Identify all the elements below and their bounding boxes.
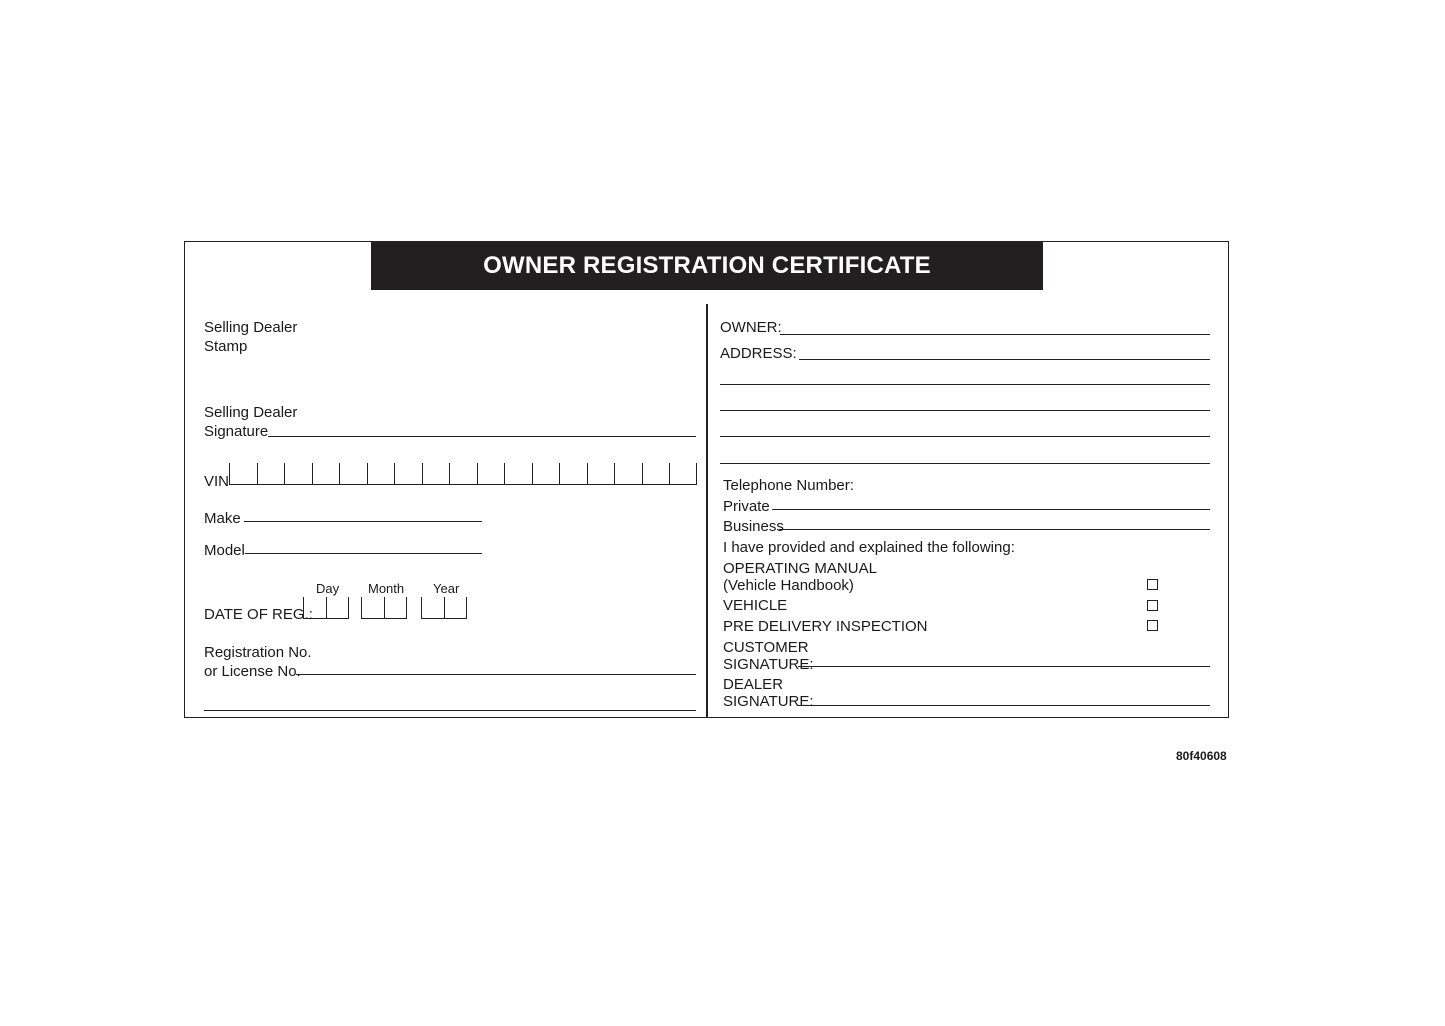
customer-signature-label-2: SIGNATURE: xyxy=(723,656,814,673)
customer-signature-label-1: CUSTOMER xyxy=(723,639,809,656)
address-line-1[interactable] xyxy=(799,359,1210,360)
registration-label-1: Registration No. xyxy=(204,644,312,661)
date-year-box-2[interactable] xyxy=(444,597,467,619)
dealer-signature-label-2: Signature xyxy=(204,423,269,440)
address-line-2[interactable] xyxy=(720,384,1210,385)
vin-box[interactable] xyxy=(504,463,533,485)
dealer-signature-label-1: Selling Dealer xyxy=(204,404,298,421)
make-line[interactable] xyxy=(244,521,482,522)
date-day-box-2[interactable] xyxy=(326,597,349,619)
business-label: Business xyxy=(723,518,784,535)
telephone-label: Telephone Number: xyxy=(723,477,854,494)
registration-line[interactable] xyxy=(296,674,696,675)
address-line-5[interactable] xyxy=(720,463,1210,464)
model-line[interactable] xyxy=(245,553,482,554)
make-label: Make xyxy=(204,510,241,527)
vin-box[interactable] xyxy=(284,463,313,485)
vin-box[interactable] xyxy=(532,463,561,485)
vehicle-label: VEHICLE xyxy=(723,597,788,614)
date-of-reg-label: DATE OF REG.: xyxy=(204,606,313,623)
vin-box[interactable] xyxy=(642,463,671,485)
document-code: 80f40608 xyxy=(1176,749,1227,763)
address-line-3[interactable] xyxy=(720,410,1210,411)
dealer-stamp-label-2: Stamp xyxy=(204,338,248,355)
customer-signature-line[interactable] xyxy=(798,666,1210,667)
vin-box[interactable] xyxy=(367,463,396,485)
operating-manual-checkbox[interactable] xyxy=(1147,579,1158,590)
registration-line-2[interactable] xyxy=(204,710,696,711)
vin-box[interactable] xyxy=(312,463,341,485)
date-month-box-1[interactable] xyxy=(361,597,384,619)
vehicle-checkbox[interactable] xyxy=(1147,600,1158,611)
vin-label: VIN xyxy=(204,473,230,490)
vin-box[interactable] xyxy=(422,463,451,485)
pdi-label: PRE DELIVERY INSPECTION xyxy=(723,618,928,635)
date-month-box-2[interactable] xyxy=(384,597,407,619)
dealer-stamp-label-1: Selling Dealer xyxy=(204,319,298,336)
dealer-signature-right-label-1: DEALER xyxy=(723,676,784,693)
center-divider xyxy=(706,304,708,718)
operating-manual-label-2: (Vehicle Handbook) xyxy=(723,577,854,594)
vin-box[interactable] xyxy=(669,463,697,485)
date-day-header: Day xyxy=(316,581,340,596)
provided-text: I have provided and explained the following: xyxy=(723,539,1015,556)
pdi-checkbox[interactable] xyxy=(1147,620,1158,631)
operating-manual-label-1: OPERATING MANUAL xyxy=(723,560,877,577)
vin-box[interactable] xyxy=(559,463,588,485)
dealer-signature-right-line[interactable] xyxy=(798,705,1210,706)
address-line-4[interactable] xyxy=(720,436,1210,437)
vin-box[interactable] xyxy=(449,463,478,485)
dealer-signature-line[interactable] xyxy=(268,436,696,437)
vin-box[interactable] xyxy=(477,463,506,485)
vin-box[interactable] xyxy=(229,463,258,485)
address-label: ADDRESS: xyxy=(720,345,797,362)
model-label: Model xyxy=(204,542,245,559)
private-phone-line[interactable] xyxy=(772,509,1210,510)
owner-label: OWNER: xyxy=(720,319,782,336)
vin-box[interactable] xyxy=(257,463,286,485)
business-phone-line[interactable] xyxy=(779,529,1210,530)
dealer-signature-right-label-2: SIGNATURE: xyxy=(723,693,814,710)
registration-label-2: or License No. xyxy=(204,663,301,680)
vin-box[interactable] xyxy=(394,463,423,485)
date-month-header: Month xyxy=(368,581,405,596)
vin-box[interactable] xyxy=(614,463,643,485)
vin-box[interactable] xyxy=(587,463,616,485)
owner-line[interactable] xyxy=(780,334,1210,335)
date-year-box-1[interactable] xyxy=(421,597,444,619)
vin-box[interactable] xyxy=(339,463,368,485)
date-day-box-1[interactable] xyxy=(303,597,326,619)
private-label: Private xyxy=(723,498,770,515)
date-year-header: Year xyxy=(433,581,460,596)
certificate-title: OWNER REGISTRATION CERTIFICATE xyxy=(371,242,1043,290)
